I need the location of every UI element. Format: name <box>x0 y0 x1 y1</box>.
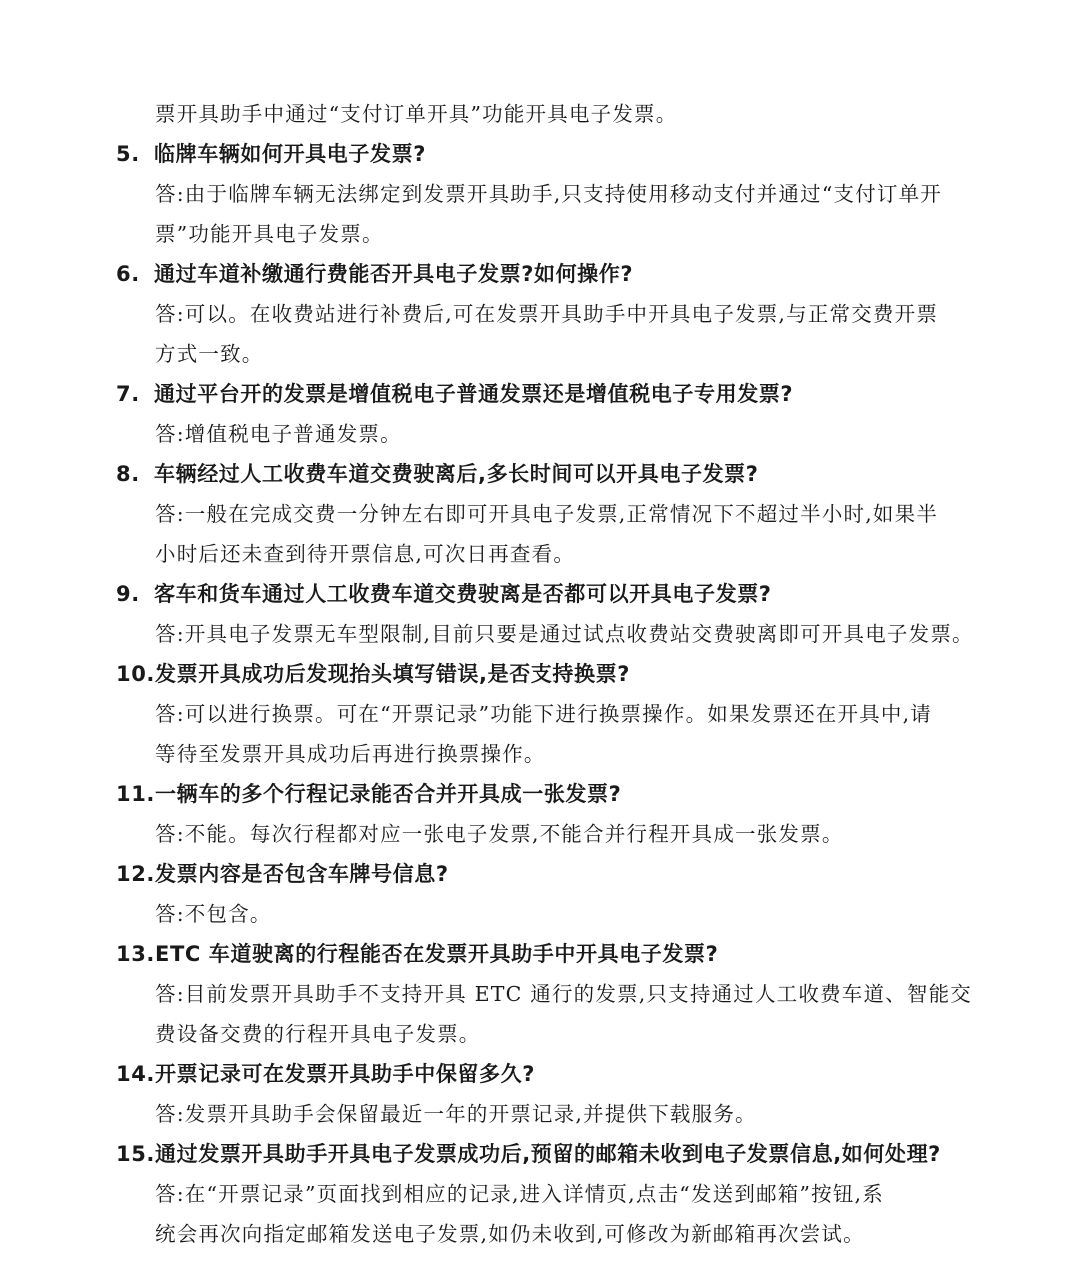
answer-line: 答:开具电子发票无车型限制,目前只要是通过试点收费站交费驶离即可开具电子发票。 <box>155 622 974 646</box>
answer-line: 答:不能。每次行程都对应一张电子发票,不能合并行程开具成一张发票。 <box>155 822 844 846</box>
question-text: 开票记录可在发票开具助手中保留多久? <box>155 1062 535 1086</box>
question-text: 通过平台开的发票是增值税电子普通发票还是增值税电子专用发票? <box>154 382 794 406</box>
answer-line: 统会再次向指定邮箱发送电子发票,如仍未收到,可修改为新邮箱再次尝试。 <box>155 1222 865 1246</box>
question-number: 7. <box>116 382 140 406</box>
question-heading <box>116 1054 535 1094</box>
answer-line: 答:发票开具助手会保留最近一年的开票记录,并提供下载服务。 <box>155 1102 757 1126</box>
question-text: 通过发票开具助手开具电子发票成功后,预留的邮箱未收到电子发票信息,如何处理? <box>155 1142 941 1166</box>
answer-line: 答:一般在完成交费一分钟左右即可开具电子发票,正常情况下不超过半小时,如果半 <box>155 502 939 526</box>
question-number: 14. <box>116 1062 156 1086</box>
question-text: 发票内容是否包含车牌号信息? <box>155 862 449 886</box>
answer-line: 票开具助手中通过“支付订单开具”功能开具电子发票。 <box>155 102 678 126</box>
question-number: 9. <box>116 582 140 606</box>
question-heading <box>116 254 633 294</box>
question-heading <box>116 134 426 174</box>
question-number: 10. <box>116 662 156 686</box>
answer-line: 答:由于临牌车辆无法绑定到发票开具助手,只支持使用移动支付并通过“支付订单开 <box>155 182 943 206</box>
answer-line: 答:可以。在收费站进行补费后,可在发票开具助手中开具电子发票,与正常交费开票 <box>155 302 939 326</box>
question-text: 一辆车的多个行程记录能否合并开具成一张发票? <box>155 782 622 806</box>
question-number: 8. <box>116 462 140 486</box>
question-number: 13. <box>116 942 156 966</box>
answer-line: 方式一致。 <box>155 342 264 366</box>
question-number: 15. <box>116 1142 156 1166</box>
question-heading <box>116 574 772 614</box>
answer-line: 票”功能开具电子发票。 <box>155 222 384 246</box>
answer-line: 答:在“开票记录”页面找到相应的记录,进入详情页,点击“发送到邮箱”按钮,系 <box>155 1182 884 1206</box>
question-text: 发票开具成功后发现抬头填写错误,是否支持换票? <box>155 662 630 686</box>
question-number: 6. <box>116 262 140 286</box>
answer-line: 答:不包含。 <box>155 902 272 926</box>
question-heading <box>116 454 759 494</box>
answer-line: 答:可以进行换票。可在“开票记录”功能下进行换票操作。如果发票还在开具中,请 <box>155 702 932 726</box>
question-number: 12. <box>116 862 156 886</box>
question-text: ETC 车道驶离的行程能否在发票开具助手中开具电子发票? <box>155 942 719 966</box>
answer-line: 小时后还未查到待开票信息,可次日再查看。 <box>155 542 576 566</box>
question-heading <box>116 654 630 694</box>
answer-line: 答:目前发票开具助手不支持开具 ETC 通行的发票,只支持通过人工收费车道、智能交 <box>155 982 972 1006</box>
question-heading <box>116 1134 941 1174</box>
answer-line: 等待至发票开具成功后再进行换票操作。 <box>155 742 546 766</box>
answer-line: 答:增值税电子普通发票。 <box>155 422 402 446</box>
question-number: 5. <box>116 142 140 166</box>
question-text: 车辆经过人工收费车道交费驶离后,多长时间可以开具电子发票? <box>154 462 759 486</box>
answer-line: 费设备交费的行程开具电子发票。 <box>155 1022 481 1046</box>
question-number: 11. <box>116 782 156 806</box>
question-text: 通过车道补缴通行费能否开具电子发票?如何操作? <box>154 262 634 286</box>
question-text: 客车和货车通过人工收费车道交费驶离是否都可以开具电子发票? <box>154 582 772 606</box>
question-heading <box>116 374 793 414</box>
question-heading <box>116 934 718 974</box>
question-text: 临牌车辆如何开具电子发票? <box>154 142 426 166</box>
question-heading <box>116 854 449 894</box>
question-heading <box>116 774 621 814</box>
